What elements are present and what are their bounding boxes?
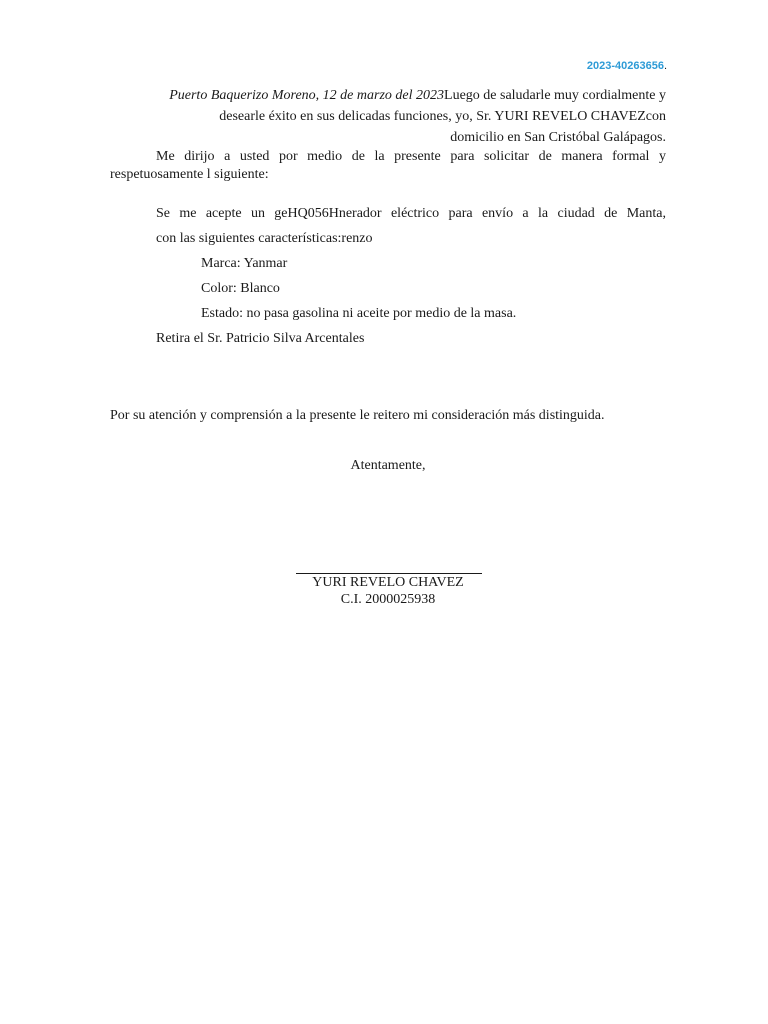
closing-paragraph: Por su atención y comprensión a la presente le reitero mi consideración más distinguida.	[110, 408, 605, 423]
reference-period: .	[663, 60, 667, 72]
signature-line	[296, 573, 482, 574]
signer-id: C.I. 2000025938	[340, 592, 436, 607]
opening-line-2: desearle éxito en sus delicadas funciones, yo, Sr. YURI REVELO CHAVEZcon	[219, 109, 666, 124]
request-intro-paragraph: Me dirijo a usted por medio de la presente para solicitar de manera formal y respetuosamente l siguiente:	[110, 149, 666, 182]
reference-number-text: 2023-40263656	[586, 60, 664, 72]
opening-paragraph	[110, 85, 666, 148]
request-line-1: Se me acepte un geHQ056Hnerador eléctrico para envío a la ciudad de Manta,	[156, 206, 666, 221]
opening-line-1	[110, 85, 666, 106]
request-line-2: con las siguientes características:renzo	[156, 231, 373, 246]
opening-line-1-rest: Luego de saludarle muy cordialmente y	[444, 88, 666, 103]
opening-line-3: domicilio en San Cristóbal Galápagos.	[450, 130, 666, 145]
feature-state: Estado: no pasa gasolina ni aceite por medio de la masa.	[201, 306, 517, 321]
feature-color: Color: Blanco	[201, 281, 280, 296]
pickup-line: Retira el Sr. Patricio Silva Arcentales	[156, 331, 365, 346]
signer-name: YURI REVELO CHAVEZ	[312, 575, 464, 590]
place-date: Puerto Baquerizo Moreno, 12 de marzo del 2023	[169, 88, 445, 103]
salutation: Atentamente,	[350, 458, 426, 473]
reference-number	[587, 60, 667, 73]
feature-brand: Marca: Yanmar	[201, 256, 288, 271]
